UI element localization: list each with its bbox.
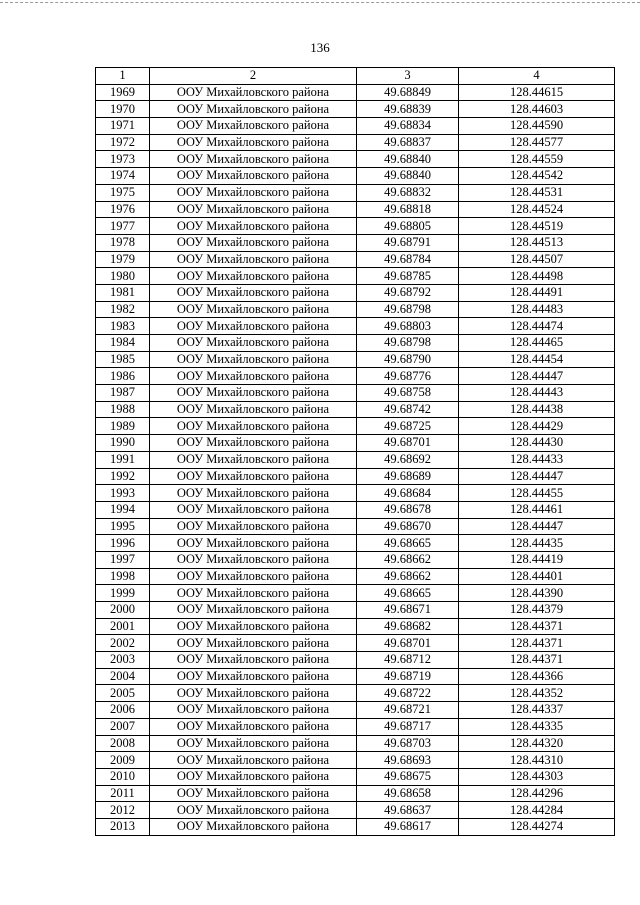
longitude-cell: 128.44507 xyxy=(459,251,615,268)
owner-cell: ООУ Михайловского района xyxy=(150,568,357,585)
point-number-cell: 2010 xyxy=(96,768,150,785)
latitude-cell: 49.68712 xyxy=(357,652,459,669)
table-row xyxy=(96,802,615,819)
latitude-cell: 49.68703 xyxy=(357,735,459,752)
table-row xyxy=(96,785,615,802)
point-number-cell: 1986 xyxy=(96,368,150,385)
table-row xyxy=(96,351,615,368)
latitude-cell: 49.68682 xyxy=(357,618,459,635)
point-number-cell: 2002 xyxy=(96,635,150,652)
point-number-cell: 2006 xyxy=(96,702,150,719)
longitude-cell: 128.44429 xyxy=(459,418,615,435)
table-row xyxy=(96,118,615,135)
longitude-cell: 128.44483 xyxy=(459,301,615,318)
latitude-cell: 49.68665 xyxy=(357,535,459,552)
owner-cell: ООУ Михайловского района xyxy=(150,718,357,735)
longitude-cell: 128.44498 xyxy=(459,268,615,285)
table-row xyxy=(96,668,615,685)
latitude-cell: 49.68658 xyxy=(357,785,459,802)
latitude-cell: 49.68678 xyxy=(357,501,459,518)
owner-cell: ООУ Михайловского района xyxy=(150,468,357,485)
longitude-cell: 128.44433 xyxy=(459,451,615,468)
latitude-cell: 49.68803 xyxy=(357,318,459,335)
owner-cell: ООУ Михайловского района xyxy=(150,585,357,602)
point-number-cell: 1988 xyxy=(96,401,150,418)
table-header xyxy=(96,68,615,85)
owner-cell: ООУ Михайловского района xyxy=(150,652,357,669)
owner-cell: ООУ Михайловского района xyxy=(150,451,357,468)
longitude-cell: 128.44352 xyxy=(459,685,615,702)
table-row xyxy=(96,385,615,402)
owner-cell: ООУ Михайловского района xyxy=(150,84,357,101)
point-number-cell: 2001 xyxy=(96,618,150,635)
table-row xyxy=(96,168,615,185)
table-row xyxy=(96,151,615,168)
owner-cell: ООУ Михайловского района xyxy=(150,785,357,802)
longitude-cell: 128.44542 xyxy=(459,168,615,185)
point-number-cell: 1992 xyxy=(96,468,150,485)
point-number-cell: 1983 xyxy=(96,318,150,335)
owner-cell: ООУ Михайловского района xyxy=(150,101,357,118)
table-row xyxy=(96,201,615,218)
owner-cell: ООУ Михайловского района xyxy=(150,168,357,185)
latitude-cell: 49.68792 xyxy=(357,284,459,301)
point-number-cell: 1971 xyxy=(96,118,150,135)
table-row xyxy=(96,535,615,552)
latitude-cell: 49.68784 xyxy=(357,251,459,268)
latitude-cell: 49.68662 xyxy=(357,551,459,568)
point-number-cell: 1998 xyxy=(96,568,150,585)
header-row xyxy=(96,68,615,85)
owner-cell: ООУ Михайловского района xyxy=(150,268,357,285)
longitude-cell: 128.44435 xyxy=(459,535,615,552)
latitude-cell: 49.68701 xyxy=(357,435,459,452)
table-row xyxy=(96,518,615,535)
point-number-cell: 1982 xyxy=(96,301,150,318)
owner-cell: ООУ Михайловского района xyxy=(150,234,357,251)
longitude-cell: 128.44320 xyxy=(459,735,615,752)
longitude-cell: 128.44519 xyxy=(459,218,615,235)
latitude-cell: 49.68785 xyxy=(357,268,459,285)
table-body xyxy=(96,84,615,835)
longitude-cell: 128.44430 xyxy=(459,435,615,452)
latitude-cell: 49.68671 xyxy=(357,602,459,619)
longitude-cell: 128.44461 xyxy=(459,501,615,518)
latitude-cell: 49.68776 xyxy=(357,368,459,385)
longitude-cell: 128.44310 xyxy=(459,752,615,769)
latitude-cell: 49.68701 xyxy=(357,635,459,652)
table-row xyxy=(96,635,615,652)
latitude-cell: 49.68840 xyxy=(357,168,459,185)
table-row xyxy=(96,101,615,118)
longitude-cell: 128.44371 xyxy=(459,635,615,652)
owner-cell: ООУ Михайловского района xyxy=(150,418,357,435)
latitude-cell: 49.68722 xyxy=(357,685,459,702)
longitude-cell: 128.44303 xyxy=(459,768,615,785)
owner-cell: ООУ Михайловского района xyxy=(150,752,357,769)
point-number-cell: 1999 xyxy=(96,585,150,602)
owner-cell: ООУ Михайловского района xyxy=(150,118,357,135)
table-row xyxy=(96,84,615,101)
longitude-cell: 128.44390 xyxy=(459,585,615,602)
table-row xyxy=(96,568,615,585)
owner-cell: ООУ Михайловского района xyxy=(150,618,357,635)
point-number-cell: 1990 xyxy=(96,435,150,452)
latitude-cell: 49.68818 xyxy=(357,201,459,218)
point-number-cell: 1997 xyxy=(96,551,150,568)
table-row xyxy=(96,134,615,151)
owner-cell: ООУ Михайловского района xyxy=(150,802,357,819)
owner-cell: ООУ Михайловского района xyxy=(150,818,357,835)
longitude-cell: 128.44284 xyxy=(459,802,615,819)
table-row xyxy=(96,818,615,835)
owner-cell: ООУ Михайловского района xyxy=(150,335,357,352)
owner-cell: ООУ Михайловского района xyxy=(150,385,357,402)
latitude-cell: 49.68725 xyxy=(357,418,459,435)
latitude-cell: 49.68790 xyxy=(357,351,459,368)
table-row xyxy=(96,218,615,235)
point-number-cell: 1977 xyxy=(96,218,150,235)
point-number-cell: 1976 xyxy=(96,201,150,218)
owner-cell: ООУ Михайловского района xyxy=(150,184,357,201)
header-col-2: 2 xyxy=(150,68,357,85)
latitude-cell: 49.68675 xyxy=(357,768,459,785)
table-row xyxy=(96,234,615,251)
latitude-cell: 49.68742 xyxy=(357,401,459,418)
latitude-cell: 49.68839 xyxy=(357,101,459,118)
point-number-cell: 1972 xyxy=(96,134,150,151)
latitude-cell: 49.68617 xyxy=(357,818,459,835)
table-row xyxy=(96,685,615,702)
latitude-cell: 49.68849 xyxy=(357,84,459,101)
table-row xyxy=(96,401,615,418)
point-number-cell: 1969 xyxy=(96,84,150,101)
owner-cell: ООУ Михайловского района xyxy=(150,318,357,335)
table-row xyxy=(96,451,615,468)
top-edge-rule xyxy=(0,2,640,3)
longitude-cell: 128.44577 xyxy=(459,134,615,151)
point-number-cell: 1980 xyxy=(96,268,150,285)
latitude-cell: 49.68689 xyxy=(357,468,459,485)
table-row xyxy=(96,551,615,568)
table-row xyxy=(96,702,615,719)
longitude-cell: 128.44455 xyxy=(459,485,615,502)
point-number-cell: 1996 xyxy=(96,535,150,552)
point-number-cell: 2005 xyxy=(96,685,150,702)
point-number-cell: 1984 xyxy=(96,335,150,352)
longitude-cell: 128.44371 xyxy=(459,618,615,635)
latitude-cell: 49.68693 xyxy=(357,752,459,769)
point-number-cell: 2011 xyxy=(96,785,150,802)
owner-cell: ООУ Михайловского района xyxy=(150,551,357,568)
latitude-cell: 49.68684 xyxy=(357,485,459,502)
latitude-cell: 49.68665 xyxy=(357,585,459,602)
latitude-cell: 49.68719 xyxy=(357,668,459,685)
latitude-cell: 49.68805 xyxy=(357,218,459,235)
table-row xyxy=(96,284,615,301)
point-number-cell: 2004 xyxy=(96,668,150,685)
longitude-cell: 128.44371 xyxy=(459,652,615,669)
owner-cell: ООУ Михайловского района xyxy=(150,435,357,452)
longitude-cell: 128.44465 xyxy=(459,335,615,352)
longitude-cell: 128.44447 xyxy=(459,368,615,385)
table-row xyxy=(96,368,615,385)
table-row xyxy=(96,418,615,435)
table-row xyxy=(96,251,615,268)
point-number-cell: 2007 xyxy=(96,718,150,735)
owner-cell: ООУ Михайловского района xyxy=(150,218,357,235)
longitude-cell: 128.44524 xyxy=(459,201,615,218)
table-row xyxy=(96,268,615,285)
latitude-cell: 49.68721 xyxy=(357,702,459,719)
point-number-cell: 1974 xyxy=(96,168,150,185)
latitude-cell: 49.68791 xyxy=(357,234,459,251)
owner-cell: ООУ Михайловского района xyxy=(150,485,357,502)
owner-cell: ООУ Михайловского района xyxy=(150,668,357,685)
owner-cell: ООУ Михайловского района xyxy=(150,702,357,719)
longitude-cell: 128.44296 xyxy=(459,785,615,802)
longitude-cell: 128.44590 xyxy=(459,118,615,135)
latitude-cell: 49.68637 xyxy=(357,802,459,819)
point-number-cell: 1989 xyxy=(96,418,150,435)
latitude-cell: 49.68832 xyxy=(357,184,459,201)
table-row xyxy=(96,585,615,602)
latitude-cell: 49.68670 xyxy=(357,518,459,535)
table-row xyxy=(96,318,615,335)
header-col-3: 3 xyxy=(357,68,459,85)
point-number-cell: 1987 xyxy=(96,385,150,402)
longitude-cell: 128.44447 xyxy=(459,468,615,485)
latitude-cell: 49.68758 xyxy=(357,385,459,402)
table-row xyxy=(96,768,615,785)
longitude-cell: 128.44531 xyxy=(459,184,615,201)
point-number-cell: 2000 xyxy=(96,602,150,619)
point-number-cell: 1975 xyxy=(96,184,150,201)
latitude-cell: 49.68662 xyxy=(357,568,459,585)
table-row xyxy=(96,652,615,669)
latitude-cell: 49.68837 xyxy=(357,134,459,151)
owner-cell: ООУ Михайловского района xyxy=(150,151,357,168)
header-col-4: 4 xyxy=(459,68,615,85)
point-number-cell: 1995 xyxy=(96,518,150,535)
longitude-cell: 128.44274 xyxy=(459,818,615,835)
longitude-cell: 128.44447 xyxy=(459,518,615,535)
point-number-cell: 1970 xyxy=(96,101,150,118)
longitude-cell: 128.44419 xyxy=(459,551,615,568)
point-number-cell: 1993 xyxy=(96,485,150,502)
longitude-cell: 128.44438 xyxy=(459,401,615,418)
latitude-cell: 49.68834 xyxy=(357,118,459,135)
owner-cell: ООУ Михайловского района xyxy=(150,768,357,785)
point-number-cell: 1991 xyxy=(96,451,150,468)
coordinates-table xyxy=(95,67,615,836)
owner-cell: ООУ Михайловского района xyxy=(150,501,357,518)
longitude-cell: 128.44513 xyxy=(459,234,615,251)
owner-cell: ООУ Михайловского района xyxy=(150,368,357,385)
header-col-1: 1 xyxy=(96,68,150,85)
owner-cell: ООУ Михайловского района xyxy=(150,401,357,418)
longitude-cell: 128.44559 xyxy=(459,151,615,168)
owner-cell: ООУ Михайловского района xyxy=(150,518,357,535)
point-number-cell: 2008 xyxy=(96,735,150,752)
point-number-cell: 1978 xyxy=(96,234,150,251)
longitude-cell: 128.44335 xyxy=(459,718,615,735)
latitude-cell: 49.68840 xyxy=(357,151,459,168)
owner-cell: ООУ Михайловского района xyxy=(150,602,357,619)
longitude-cell: 128.44474 xyxy=(459,318,615,335)
latitude-cell: 49.68798 xyxy=(357,301,459,318)
table-row xyxy=(96,602,615,619)
longitude-cell: 128.44337 xyxy=(459,702,615,719)
owner-cell: ООУ Михайловского района xyxy=(150,685,357,702)
table-row xyxy=(96,501,615,518)
longitude-cell: 128.44454 xyxy=(459,351,615,368)
point-number-cell: 1985 xyxy=(96,351,150,368)
table-row xyxy=(96,618,615,635)
point-number-cell: 2003 xyxy=(96,652,150,669)
owner-cell: ООУ Михайловского района xyxy=(150,535,357,552)
point-number-cell: 1973 xyxy=(96,151,150,168)
table-row xyxy=(96,735,615,752)
latitude-cell: 49.68692 xyxy=(357,451,459,468)
table-row xyxy=(96,485,615,502)
table-row xyxy=(96,184,615,201)
point-number-cell: 2009 xyxy=(96,752,150,769)
owner-cell: ООУ Михайловского района xyxy=(150,201,357,218)
longitude-cell: 128.44379 xyxy=(459,602,615,619)
longitude-cell: 128.44615 xyxy=(459,84,615,101)
table-row xyxy=(96,435,615,452)
latitude-cell: 49.68717 xyxy=(357,718,459,735)
owner-cell: ООУ Михайловского района xyxy=(150,735,357,752)
table-row xyxy=(96,335,615,352)
owner-cell: ООУ Михайловского района xyxy=(150,134,357,151)
longitude-cell: 128.44491 xyxy=(459,284,615,301)
longitude-cell: 128.44603 xyxy=(459,101,615,118)
latitude-cell: 49.68798 xyxy=(357,335,459,352)
owner-cell: ООУ Михайловского района xyxy=(150,284,357,301)
owner-cell: ООУ Михайловского района xyxy=(150,301,357,318)
owner-cell: ООУ Михайловского района xyxy=(150,635,357,652)
table-row xyxy=(96,301,615,318)
owner-cell: ООУ Михайловского района xyxy=(150,251,357,268)
page-number: 136 xyxy=(310,40,330,55)
table-row xyxy=(96,752,615,769)
longitude-cell: 128.44401 xyxy=(459,568,615,585)
point-number-cell: 2012 xyxy=(96,802,150,819)
point-number-cell: 1981 xyxy=(96,284,150,301)
owner-cell: ООУ Михайловского района xyxy=(150,351,357,368)
longitude-cell: 128.44366 xyxy=(459,668,615,685)
point-number-cell: 2013 xyxy=(96,818,150,835)
table-row xyxy=(96,468,615,485)
longitude-cell: 128.44443 xyxy=(459,385,615,402)
table-row xyxy=(96,718,615,735)
point-number-cell: 1979 xyxy=(96,251,150,268)
point-number-cell: 1994 xyxy=(96,501,150,518)
